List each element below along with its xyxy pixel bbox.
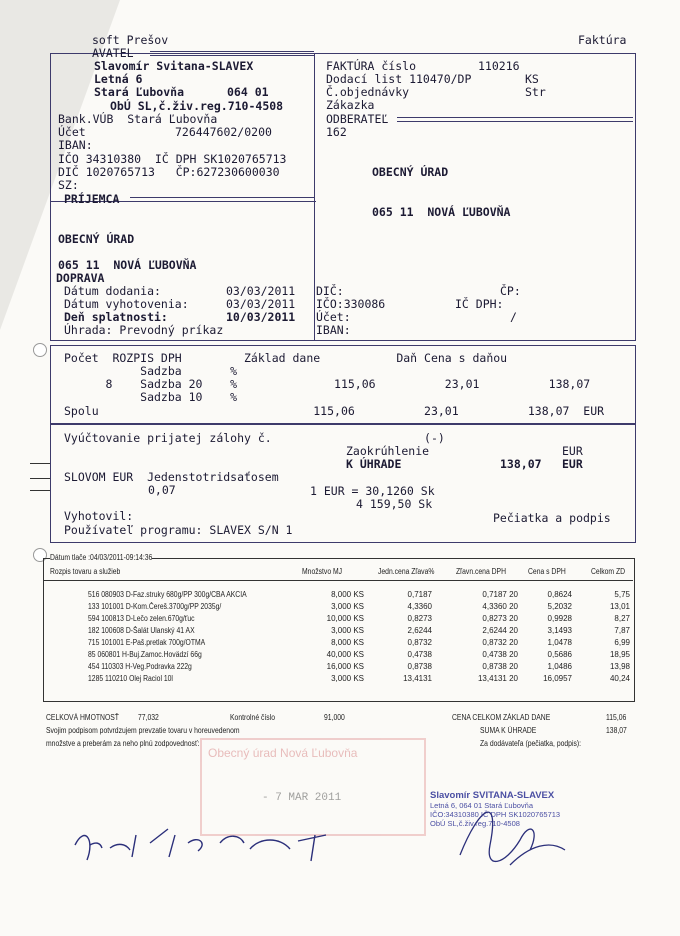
customer-account: Účet: [316,310,351,324]
item-unit-price: 13,4131 [403,674,432,683]
supplier-street: Letná 6 [94,72,143,86]
contract: Zákazka [326,98,375,112]
item-unit-price: 0,8738 [407,662,432,671]
supplier-sz: SZ: [58,178,79,192]
supplier-bank: Bank.VÚB Stará Ľubovňa [58,112,218,126]
margin-mark [30,463,50,464]
control-label: Kontrolné číslo [230,713,275,722]
vat-row: 8 Sadzba 20 % 115,06 23,01 138,07 [64,377,591,391]
item-total: 13,98 [609,662,630,671]
section-rule [397,117,633,122]
item-discounted-price: 0,8273 20 [482,614,518,623]
supplier-section: AVATEL [92,46,134,60]
issue-date: 03/03/2011 [226,297,296,311]
col-header-qty: Množstvo MJ [302,567,343,576]
item-name: 715 101001 E-Paš.pretlak 700g/OTMA [88,638,206,647]
company-name: soft Prešov [92,33,169,47]
invoice-number: 110216 [478,59,520,73]
header-rule [43,580,633,581]
to-pay-currency: EUR [562,457,583,471]
margin-mark [30,490,50,491]
item-total: 6,99 [614,638,630,647]
item-price-vat: 1,0478 [547,638,572,647]
confirm-line-1: Svojim podpisom potvrdzujem prevzatie tovaru v horeuvedenom [46,726,240,735]
issue-date-label: Dátum vyhotovenia: [64,297,189,311]
customer-dic: DIČ: [316,284,344,298]
item-price-vat: 5,2032 [547,602,572,611]
handwritten-signature [450,795,570,875]
supplier-stamp-register: ObÚ SL,č.živ.reg.710-4508 [430,819,520,828]
amount-sk: 4 159,50 Sk [356,497,433,511]
col-header-price-vat: Cena s DPH [528,567,566,576]
delivery-unit: KS [525,72,539,86]
item-price-vat: 3,1493 [547,626,572,635]
due-date: 10/03/2011 [226,310,296,324]
confirm-line-2: množstve a preberám za neho plnú zodpovednosť: [46,739,200,748]
payment-method: Úhrada: Prevodný príkaz [64,323,224,337]
item-unit-price: 0,4738 [407,650,432,659]
section-rule [150,51,314,56]
item-unit-price: 0,8273 [407,614,432,623]
col-header-items: Rozpis tovaru a služieb [50,567,121,576]
supplier-name: Slavomír Svitana-SLAVEX [94,59,254,73]
item-name: 594 100813 D-Lečo zelen.670g/ťuc [88,614,195,623]
vat-row: Sadzba % [64,364,238,378]
item-total: 18,95 [609,650,630,659]
col-header-total: Celkom ZD [591,567,626,576]
supplier-account-label: Účet [58,125,86,139]
item-qty: 8,000 KS [331,590,364,599]
vat-header: Počet ROZPIS DPH Základ dane Daň Cena s daňou [64,351,508,365]
item-price-vat: 0,5686 [547,650,572,659]
supplier-dic: DIČ 1020765713 ČP:627230600030 [58,165,280,179]
item-name: 1285 110210 Olej Raciol 10l [88,674,173,683]
customer-iban: IBAN: [316,323,351,337]
supplier-city: Stará Ľubovňa [94,85,185,99]
supplier-iban: IBAN: [58,138,93,152]
item-total: 5,75 [614,590,630,599]
delivery-date: 03/03/2011 [226,284,296,298]
item-discounted-price: 0,7187 20 [482,590,518,599]
issued-by: Vyhotovil: [64,509,134,523]
item-name: 85 060801 H-Buj.Zamoc.Hovädzí 66g [88,650,202,659]
item-qty: 8,000 KS [331,638,364,647]
item-total: 7,87 [614,626,630,635]
rounding-label: Zaokrúhlenie [346,444,430,458]
col-header-unit-price: Jedn.cena Zľava% [378,567,435,576]
item-discounted-price: 4,3360 20 [482,602,518,611]
item-qty: 3,000 KS [331,602,364,611]
weight-label: CELKOVÁ HMOTNOSŤ [46,713,119,722]
handwritten-receipt-note [70,815,370,875]
item-qty: 40,000 KS [326,650,364,659]
item-qty: 16,000 KS [326,662,364,671]
customer-section: ODBERATEĽ [326,112,389,126]
item-name: 133 101001 D-Kom.Čereš.3700g/PP 2035g/ [88,602,222,611]
to-pay-amount: 138,07 [500,457,542,471]
invoice-number-label: FAKTÚRA číslo [326,59,417,73]
item-qty: 3,000 KS [331,674,364,683]
col-header-discounted: Zľavn.cena DPH [456,567,506,576]
amount-in-words: SLOVOM EUR Jedenstotridsaťosem [64,470,279,484]
item-price-vat: 0,9928 [547,614,572,623]
print-date: Dátum tlače :04/03/2011-09:14:36 [50,553,153,562]
item-unit-price: 0,8732 [407,638,432,647]
section-rule [130,197,314,202]
delivery-note: Dodací list 110470/DP [326,72,472,86]
transport-section: DOPRAVA [56,271,105,285]
exchange-rate: 1 EUR = 30,1260 Sk [310,484,435,498]
item-price-vat: 0,8624 [547,590,572,599]
control-value: 91,000 [324,713,345,722]
recipient-section: PRÍJEMCA [64,192,120,206]
base-value: 115,06 [606,713,627,722]
amount-in-words-cents: 0,07 [148,483,176,497]
received-stamp-title: Obecný úrad Nová Ľubovňa [208,746,358,760]
item-name: 454 110303 H-Veg.Podravka 222g [88,662,192,671]
item-unit-price: 4,3360 [407,602,432,611]
supplier-stamp-address: Letná 6, 064 01 Stará Ľubovňa [430,801,534,810]
customer-city: 065 11 NOVÁ ĽUBOVŇA [372,205,511,219]
vat-total: Spolu 115,06 23,01 138,07 EUR [64,404,605,418]
supplier-register: ObÚ SL,č.živ.reg.710-4508 [110,99,284,113]
customer-icdph: IČ DPH: [455,297,504,311]
supplier-account: 726447602/0200 [175,125,272,139]
supplier-zip: 064 01 [227,85,269,99]
to-pay-label: K ÚHRADE [346,457,402,471]
order-unit: Str [525,85,546,99]
item-price-vat: 16,0957 [543,674,572,683]
item-unit-price: 0,7187 [407,590,432,599]
sum-label: SUMA K ÚHRADE [480,726,537,735]
due-date-label: Deň splatnosti: [64,310,168,324]
order-number: Č.objednávky [326,85,410,99]
base-label: CENA CELKOM ZÁKLAD DANE [452,713,551,722]
item-discounted-price: 13,4131 20 [477,674,518,683]
item-discounted-price: 0,8732 20 [482,638,518,647]
margin-mark [30,478,50,479]
item-name: 516 080903 D-Faz.struky 680g/PP 300g/CBA AKCIA [88,590,247,599]
item-discounted-price: 0,8738 20 [482,662,518,671]
recipient-city: 065 11 NOVÁ ĽUBOVŇA [58,258,197,272]
rounding-currency: EUR [562,444,583,458]
item-unit-price: 2,6244 [407,626,432,635]
stamp-signature-label: Pečiatka a podpis [493,511,611,525]
item-discounted-price: 2,6244 20 [482,626,518,635]
advance-settlement: Vyúčtovanie prijatej zálohy č. (-) [64,431,445,445]
recipient-name: OBECNÝ ÚRAD [58,232,135,246]
program-user: Používateľ programu: SLAVEX S/N 1 [64,523,293,537]
customer-cp: ČP: [500,284,521,298]
customer-ico: IČO:330086 [316,297,386,311]
item-total: 40,24 [609,674,630,683]
punch-hole [33,343,47,357]
column-divider [314,54,315,340]
item-total: 13,01 [609,602,630,611]
customer-account-slash: / [510,310,517,324]
delivery-date-label: Dátum dodania: [64,284,161,298]
item-qty: 10,000 KS [326,614,364,623]
supplier-stamp-name: Slavomír SVITANA-SLAVEX [430,790,555,801]
weight-value: 77,032 [138,713,159,722]
customer-name: OBECNÝ ÚRAD [372,165,449,179]
item-price-vat: 1,0486 [547,662,572,671]
supplier-ico: IČO 34310380 IČ DPH SK1020765713 [58,152,287,166]
sum-value: 138,07 [606,726,627,735]
item-qty: 3,000 KS [331,626,364,635]
item-total: 8,27 [614,614,630,623]
item-name: 182 100608 D-Šalát Ulanský 41 AX [88,626,195,635]
item-discounted-price: 0,4738 20 [482,650,518,659]
customer-number: 162 [326,125,347,139]
supplier-signature-label: Za dodávateľa (pečiatka, podpis): [480,739,582,748]
document-type: Faktúra [578,33,627,47]
supplier-stamp-ids: IČO:34310380 IČ DPH SK1020765713 [430,810,561,819]
received-stamp-date: - 7 MAR 2011 [262,792,342,804]
vat-row: Sadzba 10 % [64,390,238,404]
